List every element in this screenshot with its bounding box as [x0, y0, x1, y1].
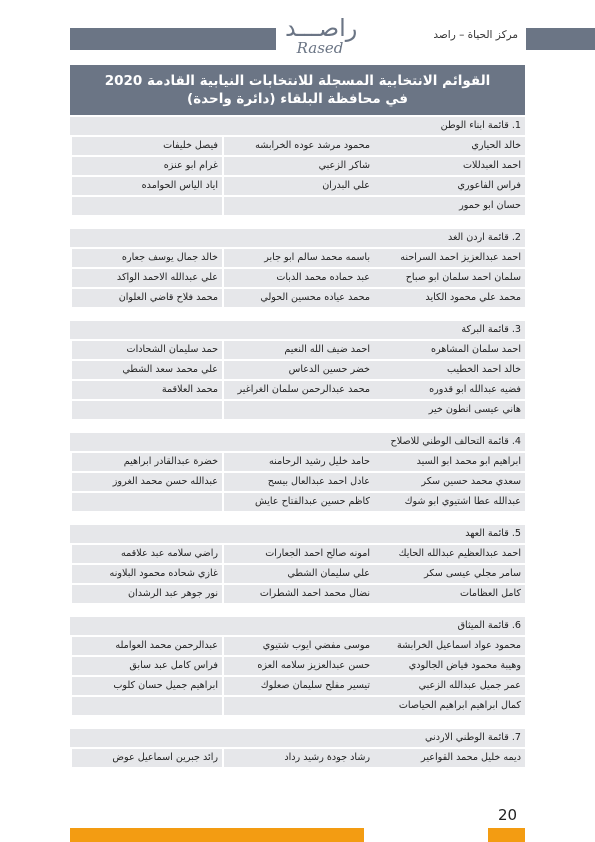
candidate-row — [70, 637, 525, 655]
rased-logo — [285, 14, 358, 57]
candidate-name: محمود مرشد عوده الخرابشه — [224, 137, 374, 155]
candidate-name: عبد حماده محمد الدبات — [224, 269, 374, 287]
logo-arabic: راصـــد — [285, 14, 358, 42]
candidate-name: تيسير مفلح سليمان صعلوك — [224, 677, 374, 695]
candidate-name: حسان ابو حمور — [374, 197, 525, 215]
page-number: 20 — [497, 806, 518, 824]
candidate-row — [70, 341, 525, 359]
candidate-name: غازي شحاده محمود البلاونه — [72, 565, 222, 583]
candidate-name: سعدي محمد حسين سكر — [374, 473, 525, 491]
candidate-name: سلمان احمد سلمان ابو صباح — [374, 269, 525, 287]
candidate-name: احمد ضيف الله النعيم — [224, 341, 374, 359]
candidate-row — [70, 249, 525, 267]
candidate-name: رشاد جودة رشيد رداد — [224, 749, 374, 767]
candidate-name: محمد علي محمود الكايد — [374, 289, 525, 307]
candidate-name: علي البدران — [224, 177, 374, 195]
candidate-name: علي محمد سعد الشطي — [72, 361, 222, 379]
candidate-name: خالد احمد الخطيب — [374, 361, 525, 379]
candidate-row — [70, 545, 525, 563]
list-title: 4. قائمة التحالف الوطني للاصلاح — [70, 433, 525, 451]
candidate-name — [72, 197, 222, 215]
candidate-name — [72, 697, 222, 715]
list-title: 3. قائمة البركة — [70, 321, 525, 339]
electoral-list — [70, 229, 525, 307]
candidate-name: عمر جميل عبدالله الزعبي — [374, 677, 525, 695]
list-title: 1. قائمة ابناء الوطن — [70, 117, 525, 135]
candidate-row — [70, 401, 525, 419]
candidate-name: احمد عبدالعزيز احمد السراحنه — [374, 249, 525, 267]
candidate-name: احمد العبدللات — [374, 157, 525, 175]
candidate-name — [224, 197, 374, 215]
candidate-name: ابراهيم جميل حسان كلوب — [72, 677, 222, 695]
candidate-name: هاني عيسى انطون خير — [374, 401, 525, 419]
candidate-row — [70, 697, 525, 715]
candidate-name: عبدالله حسن محمد الغروز — [72, 473, 222, 491]
candidate-name: خضر حسين الدعاس — [224, 361, 374, 379]
candidate-row — [70, 493, 525, 511]
candidate-name: كاظم حسين عبدالفتاح عايش — [224, 493, 374, 511]
list-spacer — [70, 217, 525, 229]
candidate-name: نضال محمد احمد الشطرات — [224, 585, 374, 603]
candidate-name — [72, 493, 222, 511]
candidate-name: عادل احمد عبدالعال بيسح — [224, 473, 374, 491]
footer-bar-right — [488, 828, 525, 842]
candidate-name: محمد عياده محسين الحولي — [224, 289, 374, 307]
candidate-name: احمد سلمان المشاهره — [374, 341, 525, 359]
candidate-name: فيصل خليفات — [72, 137, 222, 155]
org-name: مركز الحياة – راصد — [433, 29, 518, 41]
candidate-row — [70, 565, 525, 583]
candidate-name: خالد الحياري — [374, 137, 525, 155]
candidate-name: امونه صالح احمد الجعارات — [224, 545, 374, 563]
electoral-list — [70, 433, 525, 511]
list-spacer — [70, 605, 525, 617]
candidate-row — [70, 361, 525, 379]
candidate-name: ديمه خليل محمد القواعير — [374, 749, 525, 767]
electoral-list — [70, 617, 525, 715]
candidate-name: كامل العظامات — [374, 585, 525, 603]
electoral-list — [70, 525, 525, 603]
electoral-list — [70, 729, 525, 767]
candidate-name: كمال ابراهيم ابراهيم الحياصات — [374, 697, 525, 715]
lists-container — [70, 117, 525, 769]
footer-bar-left — [70, 828, 364, 842]
candidate-name: وهيبة محمود فياض الجالودي — [374, 657, 525, 675]
candidate-name: باسمه محمد سالم ابو جابر — [224, 249, 374, 267]
logo-english: Rased — [296, 39, 344, 57]
list-title: 6. قائمة الميثاق — [70, 617, 525, 635]
candidate-name: محمد عبدالرحمن سلمان الغراغير — [224, 381, 374, 399]
candidate-name — [72, 401, 222, 419]
candidate-row — [70, 381, 525, 399]
header-bar-right — [526, 28, 595, 50]
candidate-name: حسن عبدالعزيز سلامه العزه — [224, 657, 374, 675]
candidate-name: حمد سليمان الشحادات — [72, 341, 222, 359]
list-spacer — [70, 513, 525, 525]
list-title: 7. قائمة الوطني الاردني — [70, 729, 525, 747]
list-title: 2. قائمة اردن الغد — [70, 229, 525, 247]
candidate-name: عبدالرحمن محمد العوامله — [72, 637, 222, 655]
list-title: 5. قائمة العهد — [70, 525, 525, 543]
candidate-row — [70, 289, 525, 307]
candidate-row — [70, 177, 525, 195]
electoral-list — [70, 117, 525, 215]
candidate-name: فضيه عبدالله ابو قدوره — [374, 381, 525, 399]
list-spacer — [70, 421, 525, 433]
candidate-name: علي عبدالله الاحمد الواكد — [72, 269, 222, 287]
candidate-name: خالد جمال يوسف جعاره — [72, 249, 222, 267]
title-line-1: القوائم الانتخابية المسجلة للانتخابات النيابية القادمة 2020 — [104, 73, 491, 89]
candidate-row — [70, 677, 525, 695]
candidate-row — [70, 453, 525, 471]
electoral-list — [70, 321, 525, 419]
candidate-name: ابراهيم ابو محمد ابو السيد — [374, 453, 525, 471]
candidate-name: غرام ابو عنزه — [72, 157, 222, 175]
candidate-name: موسى مفضي ايوب شتيوي — [224, 637, 374, 655]
candidate-name: فراس الفاعوري — [374, 177, 525, 195]
candidate-name: عبدالله عطا اشتيوي ابو شوك — [374, 493, 525, 511]
candidate-name: احمد عبدالعظيم عبدالله الحايك — [374, 545, 525, 563]
candidate-name — [224, 401, 374, 419]
candidate-name: حامد خليل رشيد الرحامنه — [224, 453, 374, 471]
candidate-name: محمد العلاقمة — [72, 381, 222, 399]
candidate-row — [70, 157, 525, 175]
list-spacer — [70, 717, 525, 729]
list-spacer — [70, 309, 525, 321]
header-bar-left — [70, 28, 276, 50]
candidate-row — [70, 137, 525, 155]
page-title — [70, 65, 525, 115]
title-line-2: في محافظة البلقاء (دائرة واحدة) — [187, 91, 408, 107]
candidate-name: رائد جبرين اسماعيل عوض — [72, 749, 222, 767]
candidate-name: محمد فلاح قاضي العلوان — [72, 289, 222, 307]
candidate-name: خضرة عبدالقادر ابراهيم — [72, 453, 222, 471]
candidate-row — [70, 269, 525, 287]
candidate-name: علي سليمان الشطي — [224, 565, 374, 583]
candidate-name: راضي سلامه عبد علاقمه — [72, 545, 222, 563]
candidate-row — [70, 197, 525, 215]
candidate-row — [70, 749, 525, 767]
candidate-name: اياد الياس الحوامده — [72, 177, 222, 195]
candidate-row — [70, 473, 525, 491]
candidate-name — [224, 697, 374, 715]
candidate-name: محمود عواد اسماعيل الخرابشة — [374, 637, 525, 655]
candidate-name: نور جوهر عبد الرشدان — [72, 585, 222, 603]
candidate-name: شاكر الزعبي — [224, 157, 374, 175]
candidate-name: سامر مجلي عيسى سكر — [374, 565, 525, 583]
candidate-row — [70, 657, 525, 675]
candidate-name: فراس كامل عبد سابق — [72, 657, 222, 675]
candidate-row — [70, 585, 525, 603]
